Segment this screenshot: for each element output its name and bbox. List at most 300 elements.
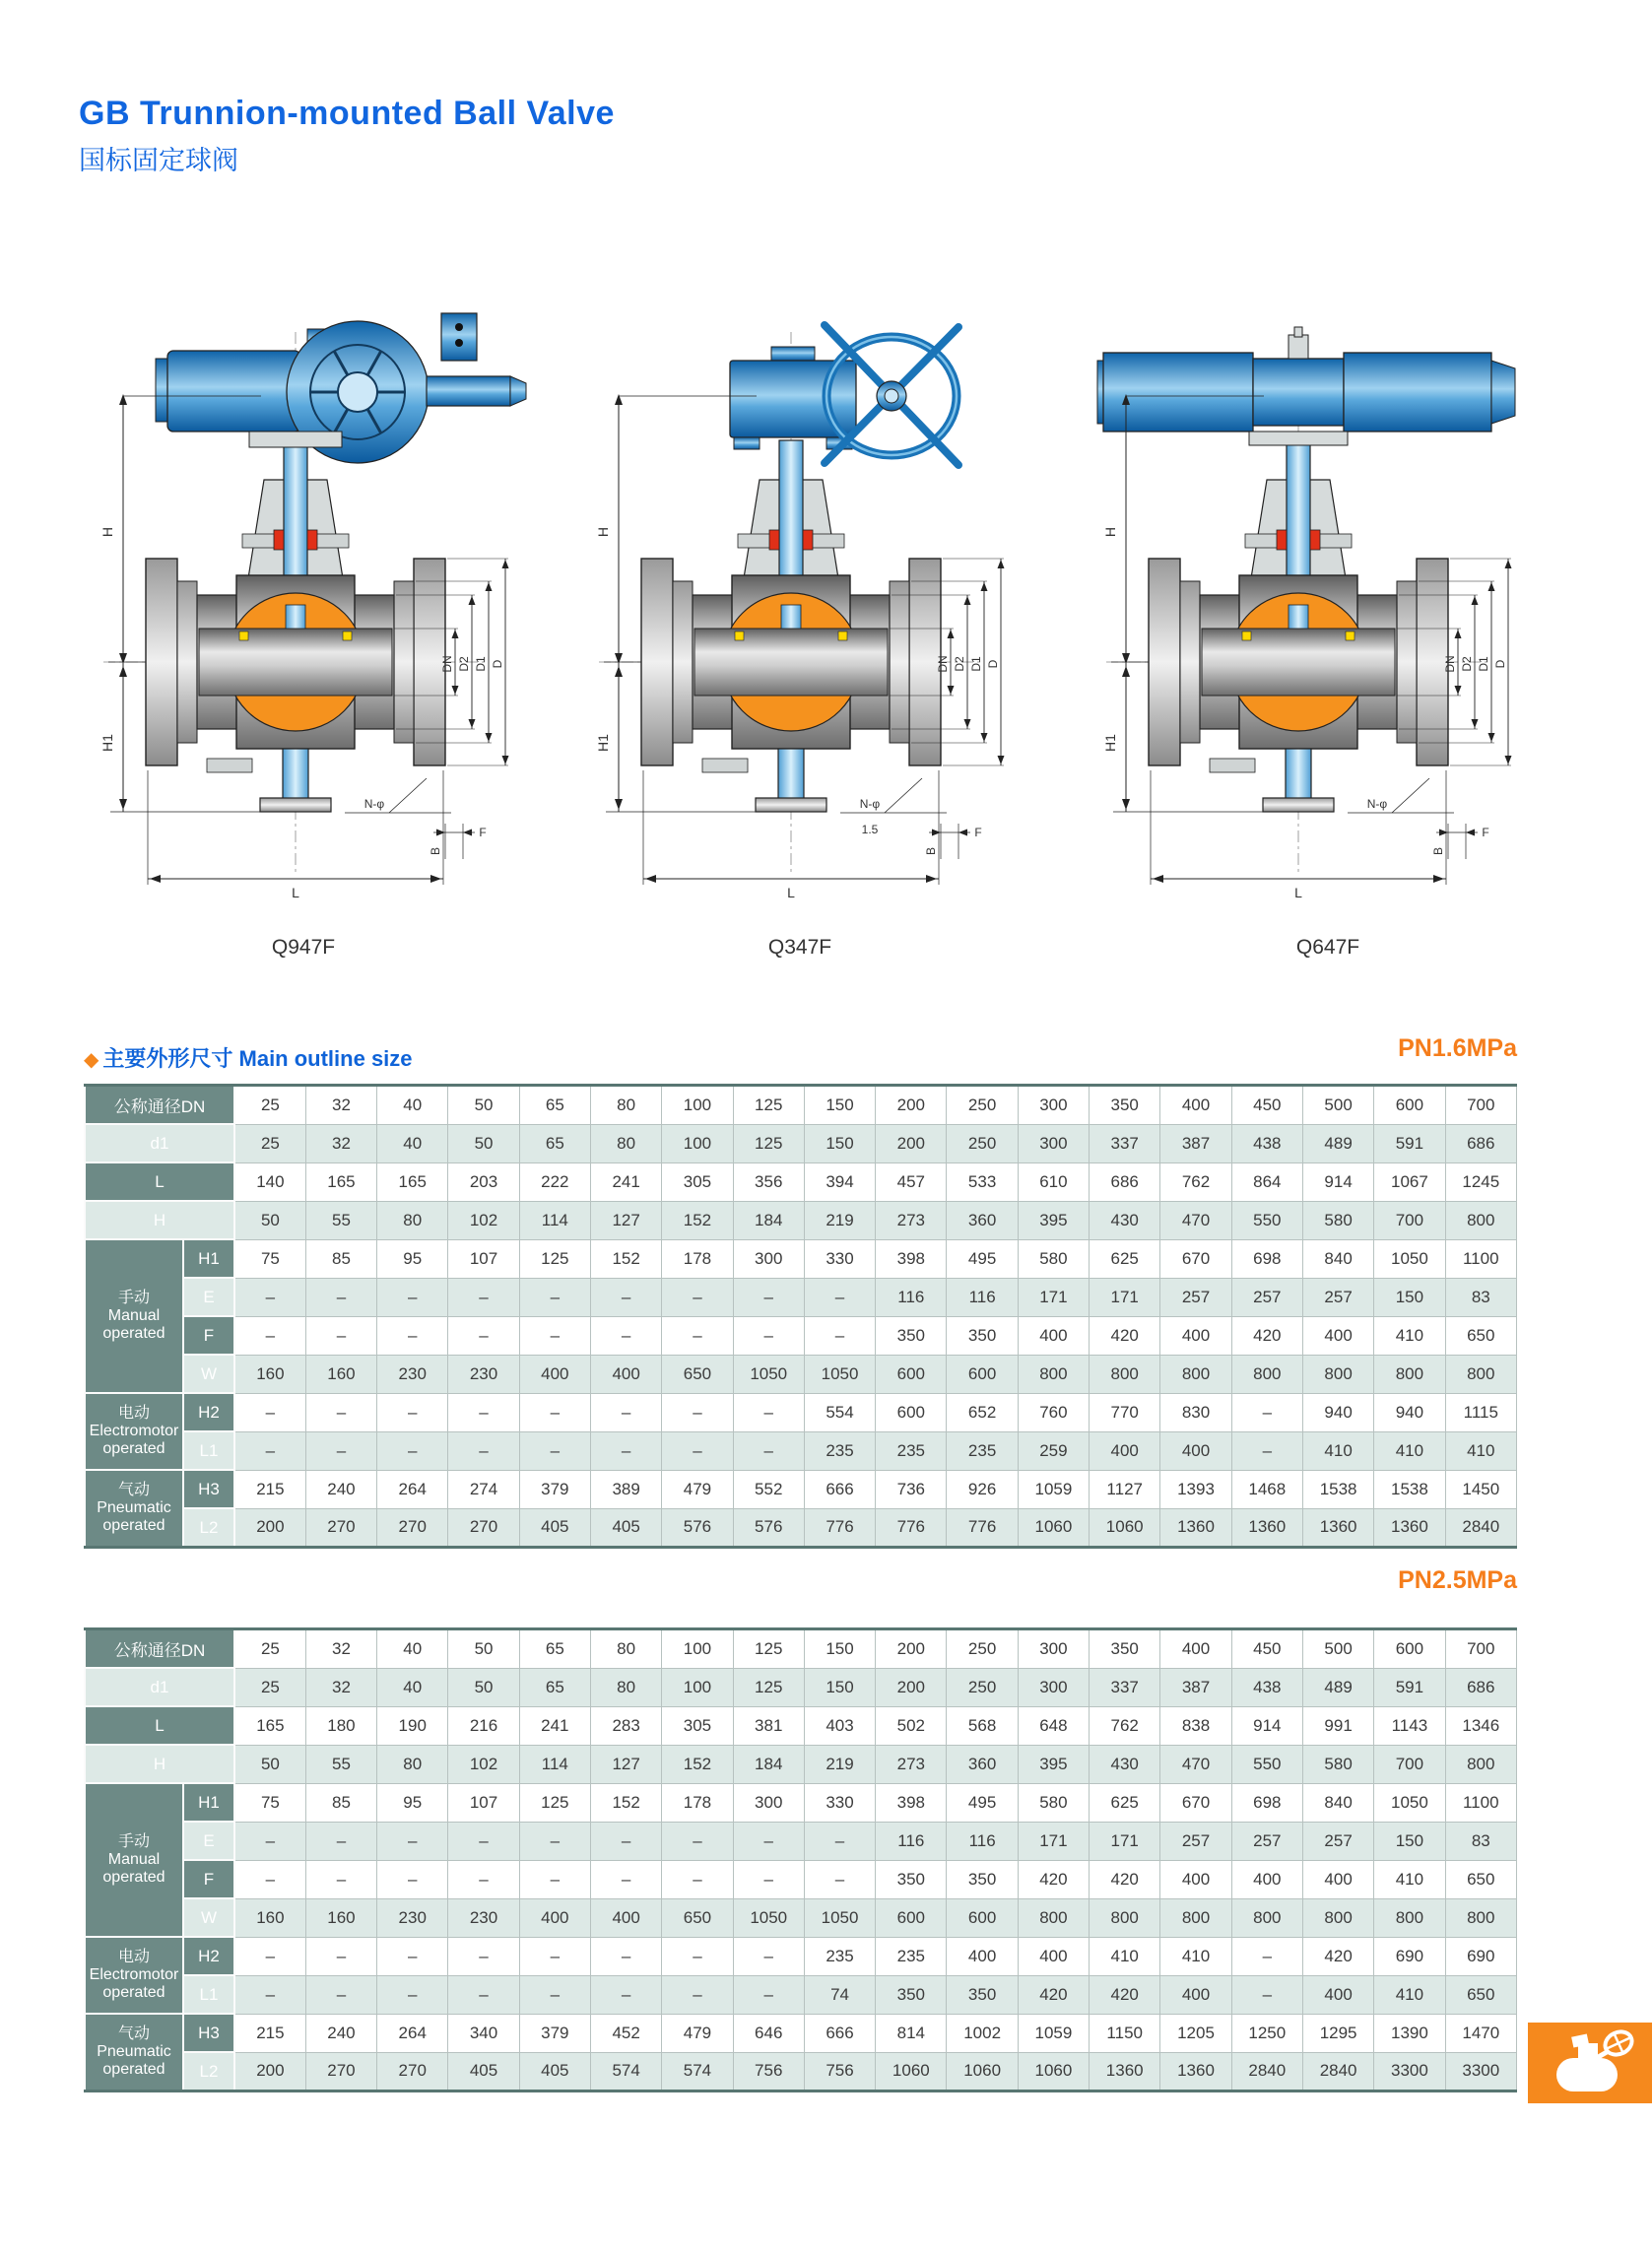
table-cell: 125 bbox=[733, 1124, 804, 1162]
table-cell: – bbox=[590, 1278, 661, 1316]
dn-column-value: 125 bbox=[733, 1086, 804, 1125]
valve-diagram-electric bbox=[49, 238, 542, 928]
table-cell: – bbox=[448, 1822, 519, 1860]
table-cell: – bbox=[377, 1278, 448, 1316]
table-cell: 686 bbox=[1445, 1668, 1516, 1706]
table-cell: 215 bbox=[234, 1470, 305, 1508]
table-cell: – bbox=[377, 1393, 448, 1431]
table-cell: 1538 bbox=[1374, 1470, 1445, 1508]
table-cell: 420 bbox=[1231, 1316, 1302, 1355]
table-cell: 670 bbox=[1160, 1783, 1231, 1822]
dim-label-d: D bbox=[491, 659, 504, 669]
table-cell: 394 bbox=[804, 1162, 875, 1201]
table-cell: 650 bbox=[1445, 1975, 1516, 2014]
table-cell: 184 bbox=[733, 1745, 804, 1783]
table-cell: 576 bbox=[662, 1508, 733, 1548]
table-cell: – bbox=[448, 1937, 519, 1975]
table-cell: – bbox=[733, 1316, 804, 1355]
table-row bbox=[85, 1508, 1517, 1548]
table-cell: – bbox=[519, 1278, 590, 1316]
table-cell: 1360 bbox=[1160, 1508, 1231, 1548]
group-label-line: 气动 bbox=[117, 1482, 150, 1499]
dim-label-n-phi: N-φ bbox=[1366, 797, 1388, 811]
table-cell: 400 bbox=[590, 1355, 661, 1393]
table-cell: – bbox=[662, 1393, 733, 1431]
table-cell: 200 bbox=[876, 1668, 947, 1706]
table-cell: 150 bbox=[1374, 1278, 1445, 1316]
row-label: H1 bbox=[183, 1239, 234, 1278]
table-cell: 410 bbox=[1374, 1975, 1445, 2014]
table-cell: – bbox=[804, 1822, 875, 1860]
table-cell: 800 bbox=[1160, 1898, 1231, 1937]
table-cell: – bbox=[305, 1278, 376, 1316]
group-label-line: 气动 bbox=[117, 2025, 150, 2043]
table-cell: – bbox=[448, 1975, 519, 2014]
table-cell: 410 bbox=[1374, 1860, 1445, 1898]
table-cell: 625 bbox=[1090, 1239, 1160, 1278]
dn-column-value: 250 bbox=[947, 1086, 1018, 1125]
table-row bbox=[85, 1937, 1517, 1975]
table-cell: – bbox=[519, 1860, 590, 1898]
dn-column-value: 40 bbox=[377, 1086, 448, 1125]
table-cell: – bbox=[804, 1316, 875, 1355]
table-cell: 1050 bbox=[733, 1898, 804, 1937]
dn-column-value: 500 bbox=[1302, 1086, 1373, 1125]
table-cell: 591 bbox=[1374, 1124, 1445, 1162]
table-cell: 568 bbox=[947, 1706, 1018, 1745]
dn-column-value: 400 bbox=[1160, 1086, 1231, 1125]
table-cell: 257 bbox=[1302, 1278, 1373, 1316]
table-cell: 800 bbox=[1445, 1898, 1516, 1937]
table-cell: 125 bbox=[519, 1783, 590, 1822]
table-cell: 300 bbox=[733, 1783, 804, 1822]
dn-column-value: 50 bbox=[448, 1629, 519, 1669]
table-cell: – bbox=[377, 1860, 448, 1898]
table-cell: – bbox=[519, 1316, 590, 1355]
table-cell: 1060 bbox=[876, 2052, 947, 2091]
table-cell: 670 bbox=[1160, 1239, 1231, 1278]
table-cell: 165 bbox=[377, 1162, 448, 1201]
table-cell: 241 bbox=[590, 1162, 661, 1201]
table-cell: – bbox=[662, 1822, 733, 1860]
table-cell: 65 bbox=[519, 1124, 590, 1162]
table-cell: 240 bbox=[305, 1470, 376, 1508]
table-cell: – bbox=[662, 1316, 733, 1355]
table-cell: 533 bbox=[947, 1162, 1018, 1201]
table-cell: 150 bbox=[804, 1668, 875, 1706]
diamond-bullet-icon: ◆ bbox=[84, 1049, 99, 1071]
table-cell: – bbox=[519, 1822, 590, 1860]
table-cell: 800 bbox=[1090, 1355, 1160, 1393]
table-cell: 50 bbox=[448, 1124, 519, 1162]
table-cell: 250 bbox=[947, 1124, 1018, 1162]
table-cell: 270 bbox=[305, 1508, 376, 1548]
table-cell: 666 bbox=[804, 2014, 875, 2052]
table-cell: – bbox=[733, 1860, 804, 1898]
table-cell: – bbox=[519, 1431, 590, 1470]
table-cell: 125 bbox=[733, 1668, 804, 1706]
group-label bbox=[85, 1393, 183, 1470]
table-cell: – bbox=[234, 1316, 305, 1355]
table-cell: 776 bbox=[947, 1508, 1018, 1548]
table-cell: 1060 bbox=[1090, 1508, 1160, 1548]
table-row bbox=[85, 1278, 1517, 1316]
table-cell: 1360 bbox=[1090, 2052, 1160, 2091]
table-cell: 650 bbox=[1445, 1316, 1516, 1355]
table-cell: 914 bbox=[1302, 1162, 1373, 1201]
row-label: W bbox=[183, 1898, 234, 1937]
table-cell: 85 bbox=[305, 1239, 376, 1278]
table-cell: 550 bbox=[1231, 1201, 1302, 1239]
table-cell: 400 bbox=[519, 1898, 590, 1937]
table-cell: – bbox=[448, 1860, 519, 1898]
table-cell: 200 bbox=[234, 2052, 305, 2091]
model-label-q347f: Q347F bbox=[767, 936, 832, 959]
table-cell: – bbox=[305, 1316, 376, 1355]
table-cell: 400 bbox=[590, 1898, 661, 1937]
table-cell: – bbox=[804, 1860, 875, 1898]
dn-column-value: 400 bbox=[1160, 1629, 1231, 1669]
table-cell: 116 bbox=[876, 1822, 947, 1860]
table-cell: 283 bbox=[590, 1706, 661, 1745]
table-cell: – bbox=[305, 1393, 376, 1431]
group-label bbox=[85, 1239, 183, 1393]
group-label-line: operated bbox=[102, 1439, 165, 1457]
table-cell: 1360 bbox=[1374, 1508, 1445, 1548]
dn-column-value: 450 bbox=[1231, 1629, 1302, 1669]
table-cell: 800 bbox=[1160, 1355, 1231, 1393]
table-cell: – bbox=[234, 1393, 305, 1431]
table-cell: 241 bbox=[519, 1706, 590, 1745]
valve-diagram-gear bbox=[545, 238, 1037, 928]
table-row bbox=[85, 1975, 1517, 2014]
table-cell: 273 bbox=[876, 1201, 947, 1239]
table-cell: – bbox=[590, 1822, 661, 1860]
dim-label-d1: D1 bbox=[969, 656, 983, 672]
group-label bbox=[85, 2014, 183, 2091]
dim-label-d1: D1 bbox=[474, 656, 488, 672]
table-cell: 400 bbox=[1018, 1937, 1089, 1975]
table-cell: – bbox=[662, 1937, 733, 1975]
table-cell: 420 bbox=[1090, 1860, 1160, 1898]
table-cell: 152 bbox=[662, 1745, 733, 1783]
table-cell: 273 bbox=[876, 1745, 947, 1783]
table-cell: 107 bbox=[448, 1783, 519, 1822]
table-cell: 75 bbox=[234, 1239, 305, 1278]
pressure-badge-pn16: PN1.6MPa bbox=[1398, 1034, 1517, 1062]
dn-column-value: 700 bbox=[1445, 1629, 1516, 1669]
table-cell: – bbox=[305, 1431, 376, 1470]
table-cell: 400 bbox=[1160, 1431, 1231, 1470]
table-row bbox=[85, 1822, 1517, 1860]
table-cell: – bbox=[733, 1431, 804, 1470]
dim-label-h1: H1 bbox=[1102, 734, 1118, 752]
table-cell: 200 bbox=[876, 1124, 947, 1162]
row-label: H2 bbox=[183, 1393, 234, 1431]
table-cell: 398 bbox=[876, 1783, 947, 1822]
table-cell: 1127 bbox=[1090, 1470, 1160, 1508]
group-label bbox=[85, 1937, 183, 2014]
table-cell: 1360 bbox=[1302, 1508, 1373, 1548]
outline-size-table bbox=[84, 1084, 1517, 1549]
dn-column-value: 80 bbox=[590, 1086, 661, 1125]
table-cell: – bbox=[305, 1860, 376, 1898]
table-row bbox=[85, 1783, 1517, 1822]
table-cell: 356 bbox=[733, 1162, 804, 1201]
table-cell: 152 bbox=[590, 1783, 661, 1822]
table-cell: 80 bbox=[377, 1201, 448, 1239]
dim-label-dn: DN bbox=[440, 655, 454, 673]
table-cell: 1538 bbox=[1302, 1470, 1373, 1508]
table-cell: 405 bbox=[519, 1508, 590, 1548]
table-cell: 400 bbox=[1160, 1316, 1231, 1355]
table-cell: 264 bbox=[377, 1470, 448, 1508]
table-cell: 100 bbox=[662, 1668, 733, 1706]
table-cell: 83 bbox=[1445, 1278, 1516, 1316]
dn-column-value: 50 bbox=[448, 1086, 519, 1125]
table-cell: – bbox=[662, 1860, 733, 1898]
row-label: H2 bbox=[183, 1937, 234, 1975]
table-cell: 814 bbox=[876, 2014, 947, 2052]
table-cell: 580 bbox=[1018, 1239, 1089, 1278]
table-cell: 360 bbox=[947, 1201, 1018, 1239]
table-cell: 1050 bbox=[733, 1355, 804, 1393]
table-cell: 395 bbox=[1018, 1201, 1089, 1239]
table-cell: 1393 bbox=[1160, 1470, 1231, 1508]
table-cell: 1059 bbox=[1018, 2014, 1089, 2052]
table-cell: 576 bbox=[733, 1508, 804, 1548]
table-cell: 216 bbox=[448, 1706, 519, 1745]
row-label: F bbox=[183, 1316, 234, 1355]
table-cell: – bbox=[1231, 1937, 1302, 1975]
row-label: L2 bbox=[183, 2052, 234, 2091]
dim-label-b: B bbox=[1431, 846, 1445, 856]
table-cell: 350 bbox=[876, 1316, 947, 1355]
model-label-q647f: Q647F bbox=[1295, 936, 1360, 959]
table-cell: 600 bbox=[947, 1898, 1018, 1937]
page-subtitle: 国标固定球阀 bbox=[79, 146, 238, 175]
table-row bbox=[85, 1316, 1517, 1355]
table-cell: 235 bbox=[876, 1431, 947, 1470]
dn-column-value: 350 bbox=[1090, 1086, 1160, 1125]
dn-column-value: 350 bbox=[1090, 1629, 1160, 1669]
table-cell: 300 bbox=[733, 1239, 804, 1278]
outline-size-table bbox=[84, 1627, 1517, 2092]
table-cell: 1150 bbox=[1090, 2014, 1160, 2052]
table-cell: 430 bbox=[1090, 1745, 1160, 1783]
dim-label-n-phi: N-φ bbox=[859, 797, 881, 811]
dn-column-value: 100 bbox=[662, 1086, 733, 1125]
table-cell: 160 bbox=[234, 1355, 305, 1393]
table-row bbox=[85, 1706, 1517, 1745]
table-cell: 160 bbox=[305, 1355, 376, 1393]
table-cell: 203 bbox=[448, 1162, 519, 1201]
table-row bbox=[85, 2014, 1517, 2052]
dn-column-value: 25 bbox=[234, 1629, 305, 1669]
table-cell: 1143 bbox=[1374, 1706, 1445, 1745]
row-label: F bbox=[183, 1860, 234, 1898]
table-cell: 610 bbox=[1018, 1162, 1089, 1201]
table-cell: 171 bbox=[1018, 1278, 1089, 1316]
table-cell: 502 bbox=[876, 1706, 947, 1745]
table-cell: 1450 bbox=[1445, 1470, 1516, 1508]
group-label bbox=[85, 1783, 183, 1937]
table-cell: 1059 bbox=[1018, 1470, 1089, 1508]
table-cell: 379 bbox=[519, 2014, 590, 2052]
table-cell: 646 bbox=[733, 2014, 804, 2052]
outline-size-table-pn16 bbox=[84, 1084, 1517, 1549]
table-cell: – bbox=[662, 1278, 733, 1316]
table-cell: 83 bbox=[1445, 1822, 1516, 1860]
table-cell: 400 bbox=[1018, 1316, 1089, 1355]
table-cell: 330 bbox=[804, 1239, 875, 1278]
group-label-line: operated bbox=[102, 1324, 165, 1342]
dim-label-b: B bbox=[429, 846, 442, 856]
section-heading-text: 主要外形尺寸 Main outline size bbox=[102, 1046, 413, 1071]
table-cell: 215 bbox=[234, 2014, 305, 2052]
table-cell: 800 bbox=[1231, 1898, 1302, 1937]
table-cell: 420 bbox=[1018, 1860, 1089, 1898]
table-cell: 470 bbox=[1160, 1201, 1231, 1239]
dn-column-value: 450 bbox=[1231, 1086, 1302, 1125]
table-cell: 420 bbox=[1302, 1937, 1373, 1975]
table-cell: – bbox=[448, 1278, 519, 1316]
table-cell: 840 bbox=[1302, 1783, 1373, 1822]
table-cell: – bbox=[377, 1431, 448, 1470]
table-cell: 1390 bbox=[1374, 2014, 1445, 2052]
table-cell: 479 bbox=[662, 1470, 733, 1508]
table-cell: 389 bbox=[590, 1470, 661, 1508]
table-cell: – bbox=[448, 1431, 519, 1470]
table-cell: 65 bbox=[519, 1668, 590, 1706]
table-cell: 1002 bbox=[947, 2014, 1018, 2052]
dim-label-d: D bbox=[986, 659, 1000, 669]
table-cell: 75 bbox=[234, 1783, 305, 1822]
table-cell: 257 bbox=[1302, 1822, 1373, 1860]
table-row bbox=[85, 1898, 1517, 1937]
table-cell: 219 bbox=[804, 1745, 875, 1783]
table-cell: 350 bbox=[876, 1860, 947, 1898]
table-cell: 600 bbox=[876, 1393, 947, 1431]
table-cell: 1205 bbox=[1160, 2014, 1231, 2052]
dim-label-d: D bbox=[1493, 659, 1507, 669]
table-cell: – bbox=[305, 1975, 376, 2014]
table-cell: 337 bbox=[1090, 1124, 1160, 1162]
table-cell: 410 bbox=[1090, 1937, 1160, 1975]
table-cell: 690 bbox=[1374, 1937, 1445, 1975]
pressure-badge-pn25: PN2.5MPa bbox=[1398, 1566, 1517, 1594]
table-cell: 230 bbox=[377, 1355, 448, 1393]
outline-size-table-pn25 bbox=[84, 1627, 1517, 2092]
table-cell: 152 bbox=[662, 1201, 733, 1239]
dim-label-h: H bbox=[595, 526, 611, 538]
table-cell: 410 bbox=[1374, 1431, 1445, 1470]
table-cell: – bbox=[377, 1822, 448, 1860]
table-row bbox=[85, 1668, 1517, 1706]
table-cell: 125 bbox=[519, 1239, 590, 1278]
group-label bbox=[85, 1470, 183, 1548]
table-cell: 350 bbox=[947, 1975, 1018, 2014]
table-cell: – bbox=[1231, 1975, 1302, 2014]
group-label-line: Electromotor bbox=[89, 1966, 179, 1984]
table-cell: 116 bbox=[947, 1822, 1018, 1860]
table-cell: 400 bbox=[1160, 1860, 1231, 1898]
table-cell: 410 bbox=[1160, 1937, 1231, 1975]
table-cell: 650 bbox=[662, 1355, 733, 1393]
table-cell: 230 bbox=[377, 1898, 448, 1937]
table-cell: 600 bbox=[876, 1355, 947, 1393]
table-cell: 100 bbox=[662, 1124, 733, 1162]
table-cell: 2840 bbox=[1302, 2052, 1373, 2091]
table-cell: 259 bbox=[1018, 1431, 1089, 1470]
table-cell: – bbox=[1231, 1431, 1302, 1470]
table-cell: 40 bbox=[377, 1124, 448, 1162]
group-label-line: Manual bbox=[107, 1307, 161, 1325]
table-cell: 400 bbox=[1302, 1316, 1373, 1355]
dn-column-value: 32 bbox=[305, 1629, 376, 1669]
dn-column-value: 200 bbox=[876, 1086, 947, 1125]
table-cell: 410 bbox=[1445, 1431, 1516, 1470]
table-cell: – bbox=[234, 1278, 305, 1316]
table-cell: 270 bbox=[377, 1508, 448, 1548]
table-cell: 257 bbox=[1160, 1278, 1231, 1316]
dn-column-value: 100 bbox=[662, 1629, 733, 1669]
table-cell: 360 bbox=[947, 1745, 1018, 1783]
table-cell: 1050 bbox=[1374, 1239, 1445, 1278]
table-cell: 1067 bbox=[1374, 1162, 1445, 1201]
page-title: GB Trunnion-mounted Ball Valve bbox=[79, 95, 615, 132]
table-cell: – bbox=[1231, 1393, 1302, 1431]
group-label-line: operated bbox=[102, 1516, 165, 1534]
table-cell: 652 bbox=[947, 1393, 1018, 1431]
table-cell: – bbox=[733, 1278, 804, 1316]
table-cell: 776 bbox=[804, 1508, 875, 1548]
table-cell: 830 bbox=[1160, 1393, 1231, 1431]
dim-label-h1: H1 bbox=[595, 734, 611, 752]
table-cell: 160 bbox=[234, 1898, 305, 1937]
table-cell: 840 bbox=[1302, 1239, 1373, 1278]
table-cell: 776 bbox=[876, 1508, 947, 1548]
table-cell: 305 bbox=[662, 1162, 733, 1201]
table-cell: 1360 bbox=[1160, 2052, 1231, 2091]
row-label: E bbox=[183, 1822, 234, 1860]
table-cell: 1346 bbox=[1445, 1706, 1516, 1745]
table-cell: 800 bbox=[1374, 1898, 1445, 1937]
table-cell: 1115 bbox=[1445, 1393, 1516, 1431]
table-cell: 235 bbox=[876, 1937, 947, 1975]
table-cell: – bbox=[590, 1975, 661, 2014]
dn-column-value: 300 bbox=[1018, 1629, 1089, 1669]
table-cell: 410 bbox=[1374, 1316, 1445, 1355]
table-cell: 1100 bbox=[1445, 1783, 1516, 1822]
table-cell: 650 bbox=[1445, 1860, 1516, 1898]
table-cell: 55 bbox=[305, 1201, 376, 1239]
table-cell: 410 bbox=[1302, 1431, 1373, 1470]
table-cell: 495 bbox=[947, 1239, 1018, 1278]
row-label: H bbox=[85, 1201, 234, 1239]
table-cell: 400 bbox=[1231, 1860, 1302, 1898]
table-cell: – bbox=[733, 1393, 804, 1431]
table-cell: 116 bbox=[876, 1278, 947, 1316]
table-cell: 387 bbox=[1160, 1124, 1231, 1162]
row-label-dn: 公称通径DN bbox=[85, 1086, 234, 1125]
group-label-line: 手动 bbox=[117, 1833, 150, 1851]
table-cell: 650 bbox=[662, 1898, 733, 1937]
row-label: H1 bbox=[183, 1783, 234, 1822]
dn-column-value: 300 bbox=[1018, 1086, 1089, 1125]
table-cell: 800 bbox=[1302, 1898, 1373, 1937]
table-cell: 274 bbox=[448, 1470, 519, 1508]
